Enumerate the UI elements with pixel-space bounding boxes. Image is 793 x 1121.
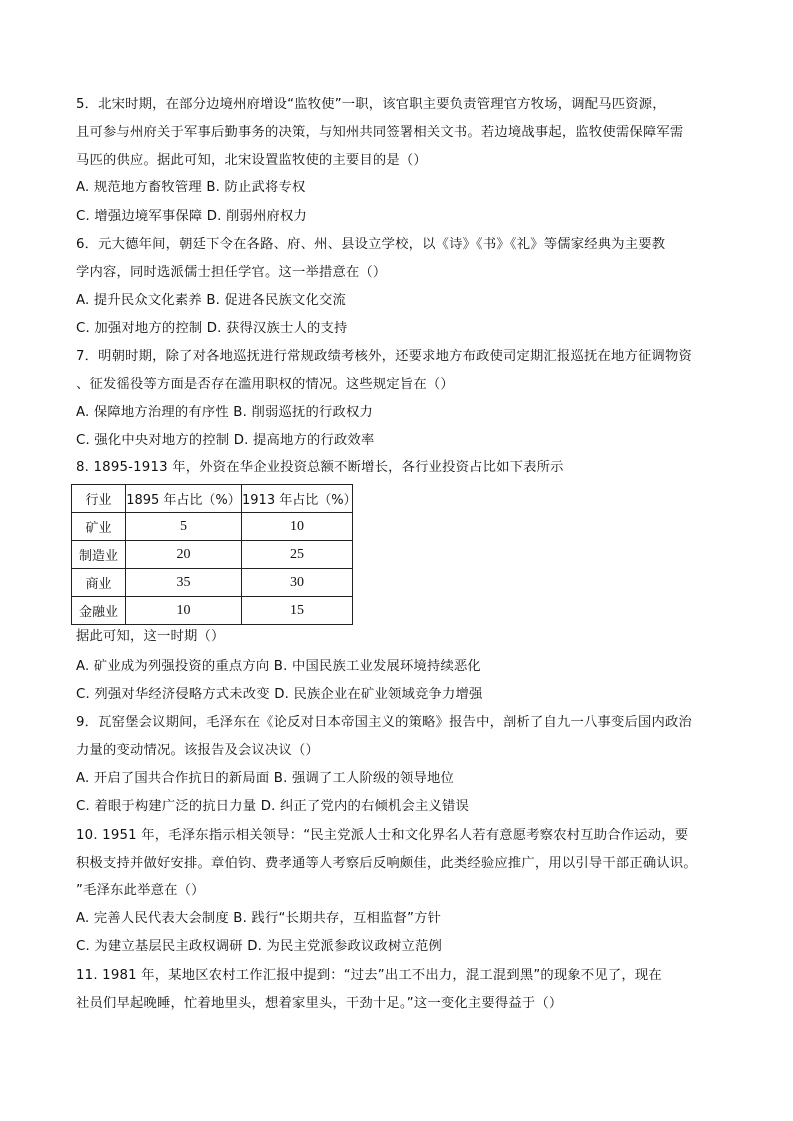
- table-cell: 金融业: [72, 597, 126, 625]
- q11-stem-line-1: 11. 1981 年，某地区农村工作汇报中提到：“过去”出工不出力，混工混到黑”的现象不见了，现在: [76, 968, 662, 983]
- table-header-row: [72, 485, 353, 513]
- q8-stem-line-1: 8. 1895-1913 年，外资在华企业投资总额不断增长，各行业投资占比如下表所示: [76, 460, 564, 475]
- q10-stem-line-2: 积极支持并做好安排。章伯钧、费孝通等人考察后反响颇佳，此类经验应推广，用以引导干部正确认识。: [76, 856, 697, 871]
- table-cell: 制造业: [72, 541, 126, 569]
- q5-stem-line-3: 马匹的供应。据此可知，北宋设置监牧使的主要目的是（）: [76, 153, 427, 168]
- q6-stem-line-2: 学内容，同时选派儒士担任学官。这一举措意在（）: [76, 265, 387, 280]
- q9-stem-line-1: 9．瓦窑堡会议期间，毛泽东在《论反对日本帝国主义的策略》报告中，剖析了自九一八事变后国内政治: [76, 715, 693, 730]
- q8-options-ab: A. 矿业成为列强投资的重点方向 B. 中国民族工业发展环境持续恶化: [76, 659, 481, 674]
- table-cell: 35: [126, 569, 242, 597]
- q7-stem-line-2: 、征发徭役等方面是否存在滥用职权的情况。这些规定旨在（）: [76, 377, 454, 392]
- table-cell: 5: [126, 513, 242, 541]
- q5-options-ab: A. 规范地方畜牧管理 B. 防止武将专权: [76, 180, 306, 195]
- table-cell: 30: [242, 569, 353, 597]
- q7-options-cd: C. 强化中央对地方的控制 D. 提高地方的行政效率: [76, 433, 375, 448]
- table-row: [72, 513, 353, 541]
- q10-stem-line-3: ”毛泽东此举意在（）: [76, 883, 205, 898]
- q11-stem-line-2: 社员们早起晚睡，忙着地里头，想着家里头，干劲十足。”这一变化主要得益于（）: [76, 996, 563, 1011]
- q6-options-ab: A. 提升民众文化素养 B. 促进各民族文化交流: [76, 293, 346, 308]
- q7-stem-line-1: 7．明朝时期，除了对各地巡抚进行常规政绩考核外，还要求地方布政使司定期汇报巡抚在地方征调物资: [76, 349, 693, 364]
- table-header-cell: 1895 年占比（%）: [126, 485, 242, 513]
- investment-table: [71, 484, 357, 625]
- table-cell: 10: [242, 513, 353, 541]
- table-row: [72, 569, 353, 597]
- q6-options-cd: C. 加强对地方的控制 D. 获得汉族士人的支持: [76, 321, 348, 336]
- table-row: [72, 541, 353, 569]
- table-cell: 商业: [72, 569, 126, 597]
- q7-options-ab: A. 保障地方治理的有序性 B. 削弱巡抚的行政权力: [76, 405, 373, 420]
- table-header-cell: 行业: [72, 485, 126, 513]
- table-cell: 15: [242, 597, 353, 625]
- q9-stem-line-2: 力量的变动情况。该报告及会议决议（）: [76, 743, 319, 758]
- q5-options-cd: C. 增强边境军事保障 D. 削弱州府权力: [76, 209, 308, 224]
- q10-options-ab: A. 完善人民代表大会制度 B. 践行“长期共存，互相监督”方针: [76, 911, 442, 926]
- q5-stem-line-1: 5．北宋时期，在部分边境州府增设“监牧使”一职，该官职主要负责管理官方牧场，调配马匹资源，: [76, 97, 666, 112]
- q9-options-cd: C. 着眼于构建广泛的抗日力量 D. 纠正了党内的右倾机会主义错误: [76, 799, 469, 814]
- table-cell: 25: [242, 541, 353, 569]
- q10-stem-line-1: 10. 1951 年，毛泽东指示相关领导：“民主党派人士和文化界名人若有意愿考察农村互助合作运动，要: [76, 828, 689, 843]
- q10-options-cd: C. 为建立基层民主政权调研 D. 为民主党派参政议政树立范例: [76, 939, 442, 954]
- table-row: [72, 597, 353, 625]
- q8-options-cd: C. 列强对华经济侵略方式未改变 D. 民族企业在矿业领域竞争力增强: [76, 687, 483, 702]
- q9-options-ab: A. 开启了国共合作抗日的新局面 B. 强调了工人阶级的领导地位: [76, 771, 454, 786]
- table-cell: 20: [126, 541, 242, 569]
- table-header-cell: 1913 年占比（%）: [242, 485, 353, 513]
- q5-stem-line-2: 且可参与州府关于军事后勤事务的决策，与知州共同签署相关文书。若边境战事起，监牧使需保障军需: [76, 125, 684, 140]
- table-cell: 10: [126, 597, 242, 625]
- table-cell: 矿业: [72, 513, 126, 541]
- q6-stem-line-1: 6．元大德年间，朝廷下令在各路、府、州、县设立学校，以《诗》《书》《礼》等儒家经典为主要教: [76, 237, 666, 252]
- q8-followup: 据此可知，这一时期（）: [76, 629, 225, 644]
